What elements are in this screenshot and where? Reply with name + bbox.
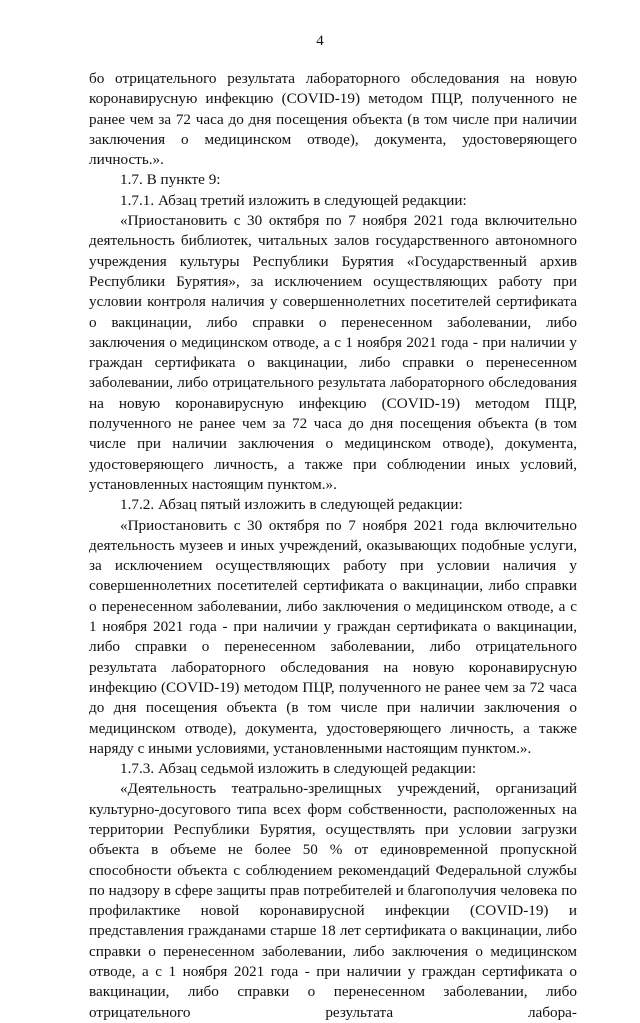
paragraph-quote-libraries: «Приостановить с 30 октября по 7 ноября 2021 года включительно деятельность библиотек, читальных залов государственного автономного учреждения культуры Республики Бурятия «Государственный архив Республики Бурятия», за исключением осуществляющих работу при условии контроля наличия у совершеннолетних посетителей сертификата о вакцинации, либо справки о перенесенном заболевании, либо заключения о медицинском отводе, а с 1 ноября 2021 года - при наличии у граждан сертификата о вакцинации, либо справки о перенесенном заболевании, либо отрицательного результата лабораторного обследования на новую коронавирусную инфекцию (COVID-19) методом ПЦР, полученного не ранее чем за 72 часа до дня посещения объекта (в том числе при наличии заключения о медицинском отводе), документа, удостоверяющего личность, а также при соблюдении иных условий, установленных настоящим пунктом.».	[89, 212, 577, 493]
paragraph-continuation: бо отрицательного результата лабораторного обследования на новую коронавирусную инфекцию (COVID-19) методом ПЦР, полученного не ранее чем за 72 часа до дня посещения объекта (в том числе при наличии заключения о медицинском отводе), документа, удостоверяющего личность.».	[89, 70, 577, 169]
document-body	[89, 69, 577, 1023]
page-number: 4	[316, 33, 324, 49]
paragraph-quote-theatres: «Деятельность театрально-зрелищных учреждений, организаций культурно-досугового типа всех форм собственности, расположенных на территории Республики Бурятия, осуществлять при условии загрузки объекта в объеме не более 50 % от единовременной пропускной способности объекта с соблюдением рекомендаций Федеральной службы по надзору в сфере защиты прав потребителей и благополучия человека по профилактике новой коронавирусной инфекции (COVID-19) и представления гражданами старше 18 лет сертификата о вакцинации, либо справки о перенесенном заболевании, либо заключения о медицинском отводе, а с 1 ноября 2021 года - при наличии у граждан сертификата о вакцинации, либо справки о перенесенном заболевании, либо отрицательного результата лабора-	[89, 780, 577, 1021]
paragraph-item-1-7-2: 1.7.2. Абзац пятый изложить в следующей редакции:	[120, 496, 463, 514]
paragraph-item-1-7: 1.7. В пункте 9:	[120, 171, 221, 189]
paragraph-item-1-7-3: 1.7.3. Абзац седьмой изложить в следующей редакции:	[120, 760, 477, 778]
paragraph-item-1-7-1: 1.7.1. Абзац третий изложить в следующей редакции:	[120, 191, 467, 209]
paragraph-quote-museums: «Приостановить с 30 октября по 7 ноября 2021 года включительно деятельность музеев и иных учреждений, оказывающих подобные услуги, за исключением осуществляющих работу при условии наличия у совершеннолетних посетителей сертификата о вакцинации, либо справки о перенесенном заболевании, либо заключения о медицинском отводе, а с 1 ноября 2021 года - при наличии у граждан сертификата о вакцинации, либо справки о перенесенном заболевании, либо отрицательного результата лабораторного обследования на новую коронавирусную инфекцию (COVID-19) методом ПЦР, полученного не ранее чем за 72 часа до дня посещения объекта (в том числе при наличии заключения о медицинском отводе), документа, удостоверяющего личность, а также наряду с иными условиями, установленными настоящим пунктом.».	[89, 516, 577, 757]
